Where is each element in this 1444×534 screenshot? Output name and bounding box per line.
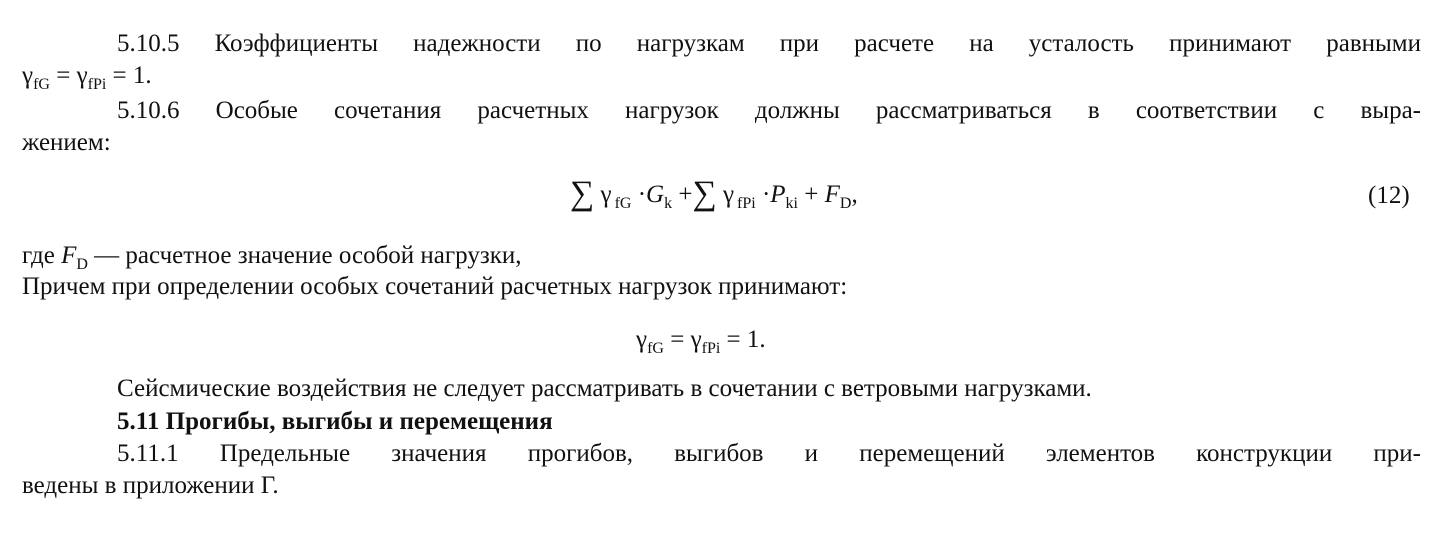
- where-prefix: где: [22, 242, 55, 269]
- equals-one: = 1.: [112, 62, 152, 89]
- equals-one: = 1.: [726, 326, 766, 353]
- dot-operator: ·: [761, 181, 771, 208]
- seismic-paragraph: Сейсмические воздействия не следует рассматривать в сочетании с ветровыми нагрузками.: [117, 375, 1092, 402]
- section-heading-5-11: 5.11 Прогибы, выгибы и перемещения: [117, 408, 553, 435]
- paragraph-5-10-6-line2: жением:: [22, 129, 111, 156]
- sum-symbol: ∑: [570, 175, 595, 212]
- subscript-ki: ki: [785, 195, 798, 212]
- subscript-k: k: [664, 195, 673, 212]
- dot-operator: ·: [637, 181, 647, 208]
- equals-sign: =: [56, 62, 71, 89]
- gamma-symbol: γ: [22, 62, 34, 89]
- subscript-D: D: [76, 256, 88, 273]
- gamma-symbol: γ: [600, 181, 612, 208]
- formula-12: [570, 176, 858, 214]
- variable-P: P: [770, 181, 786, 208]
- equals-sign: =: [670, 326, 685, 353]
- paragraph-5-10-5-line2: [22, 60, 152, 95]
- subscript-fG: fG: [647, 340, 664, 357]
- formula-number: (12): [1368, 182, 1410, 209]
- plus-sign: +: [678, 181, 693, 208]
- variable-F: F: [61, 242, 77, 269]
- paragraph-5-11-1-line2: ведены в приложении Г.: [22, 472, 279, 499]
- gamma-symbol: γ: [690, 326, 702, 353]
- paragraph-5-10-5-line1: 5.10.5 Коэффициенты надежности по нагрузкам при расчете на усталость принимают равными: [117, 30, 1421, 57]
- subscript-fG: fG: [33, 76, 50, 93]
- comma: ,: [851, 181, 858, 208]
- where-line: [22, 240, 521, 275]
- subscript-fG: fG: [614, 195, 632, 212]
- variable-G: G: [646, 181, 665, 208]
- paragraph-5-11-1-line1: 5.11.1 Предельные значения прогибов, выгибов и перемещений элементов конструкции при-: [117, 440, 1421, 467]
- subscript-D: D: [839, 195, 852, 212]
- sum-symbol: ∑: [692, 175, 717, 212]
- gamma-symbol: γ: [76, 62, 88, 89]
- gamma-symbol: γ: [636, 326, 648, 353]
- formula-equality: [636, 324, 766, 359]
- where-text: — расчетное значение особой нагрузки,: [94, 242, 522, 269]
- subscript-fPi: fPi: [737, 195, 756, 212]
- gamma-symbol: γ: [722, 181, 735, 208]
- subscript-fPi: fPi: [701, 340, 721, 357]
- paragraph-5-10-6-line1: 5.10.6 Особые сочетания расчетных нагрузок должны рассматриваться в соответствии с выра-: [117, 97, 1421, 124]
- plus-sign: +: [804, 181, 819, 208]
- moreover-line: Причем при определении особых сочетаний расчетных нагрузок принимают:: [22, 273, 848, 300]
- subscript-fPi: fPi: [87, 76, 107, 93]
- variable-F: F: [824, 181, 840, 208]
